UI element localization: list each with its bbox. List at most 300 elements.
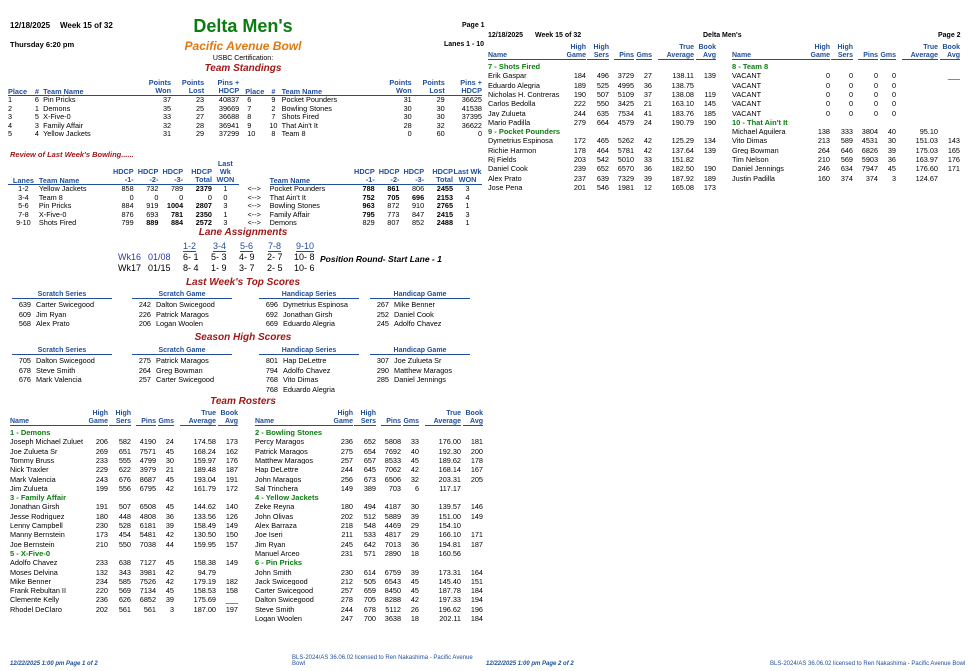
standings-team-head-2: Team Name [282, 79, 385, 96]
season_high-score: 801 [265, 356, 278, 365]
p2-report-week: Week 15 of 32 [535, 32, 582, 39]
roster-head-gms: Gms [158, 410, 174, 426]
roster-cell: 202 [95, 605, 108, 613]
roster-cell: 187.78 [438, 587, 461, 595]
review-team-head-2: Team Name [270, 160, 352, 185]
roster-cell: 173 [225, 438, 238, 446]
top-scores-title: Last Week's Top Scores [185, 277, 301, 288]
season_high-score: 290 [376, 365, 389, 375]
roster-cell: 278 [340, 596, 353, 604]
roster-cell: 200 [470, 447, 483, 455]
roster-cell: Patrick Maragos [255, 447, 308, 455]
roster-cell: 664 [596, 118, 609, 127]
season_high-bowler: Patrick Maragos [156, 356, 209, 365]
top_scores-score: 206 [138, 319, 151, 328]
team-group-title: 4 - Yellow Jackets [255, 493, 319, 503]
roster-cell: 197.33 [438, 596, 461, 604]
roster-cell: 5889 [384, 512, 401, 520]
p2-league-title: Delta Men's [703, 32, 742, 39]
standings-place-head-2: Place [239, 79, 265, 96]
review-cell: 0 [179, 192, 184, 202]
roster-cell: 183.76 [671, 109, 694, 117]
standings-cell: 0 [407, 129, 412, 139]
wk16-cell: 10- 8 [294, 252, 315, 262]
roster-cell: 0 [891, 100, 896, 108]
roster-cell: 7571 [139, 447, 156, 455]
roster-cell: 140 [225, 503, 238, 511]
roster-cell: Joe Zulueta Sr [10, 447, 58, 455]
roster-cell: 187.00 [193, 605, 216, 613]
roster-cell: 39 [165, 522, 174, 530]
roster-cell: 703 [388, 484, 401, 493]
roster-cell: 189 [703, 174, 716, 182]
page-number: Page 1 [462, 22, 485, 29]
top_scores-head: Handicap Game [370, 291, 470, 299]
review-cell: 3 [223, 201, 228, 211]
roster-cell: 163.97 [915, 156, 938, 164]
roster-cell: 184 [470, 615, 483, 623]
roster-cell: 237 [573, 174, 586, 182]
roster-cell: 189 [573, 81, 586, 89]
roster-cell: Daniel Jennings [732, 165, 784, 173]
roster-head-gms: Gms [636, 44, 652, 60]
roster-cell: Tommy Bruss [10, 456, 55, 465]
review-cell: 4 [465, 192, 470, 202]
review-cell: 1 [223, 184, 228, 194]
league-title: Delta Men's [193, 16, 293, 36]
team-group-title: 6 - Pin Pricks [255, 558, 303, 568]
roster-cell: Jay Zulueta [488, 109, 526, 117]
review-row [8, 202, 482, 211]
roster-cell: Carter Swicegood [255, 587, 313, 595]
roster-cell: 126 [225, 512, 238, 520]
roster-cell: ___ [947, 90, 960, 99]
roster-cell: Mario Padilla [488, 118, 531, 127]
roster-cell: 203.31 [438, 475, 461, 483]
roster-cell: 154.10 [438, 522, 461, 530]
top_scores-bowler: Dalton Swicegood [156, 300, 215, 309]
roster-cell: John Smith [255, 568, 292, 576]
roster-cell: 36 [887, 156, 896, 164]
standings-title: Team Standings [204, 63, 282, 74]
roster-cell: 194.81 [438, 540, 461, 548]
roster-cell: 7947 [861, 165, 878, 173]
top_scores-bowler: Alex Prato [36, 319, 70, 328]
roster-cell: 7534 [617, 109, 634, 117]
standings-cell: Family Affair [43, 120, 84, 130]
standings-cell: 9 [247, 120, 252, 130]
roster-head-gms: Gms [880, 44, 896, 60]
roster-head-book: Book Avg [940, 44, 960, 60]
roster-cell: 231 [340, 549, 353, 558]
roster-cell: Jose Pena [488, 183, 523, 192]
roster-cell: Jack Swicegood [255, 577, 308, 586]
top_scores-bowler: Carter Swicegood [36, 300, 94, 309]
roster-cell: 36 [643, 165, 652, 173]
review-cell: 807 [387, 218, 400, 228]
roster-cell: 42 [643, 146, 652, 154]
roster-cell: 168.14 [438, 466, 461, 474]
roster-cell: 36 [643, 81, 652, 89]
review-cell: 2807 [195, 201, 212, 211]
roster-cell: 205 [470, 475, 483, 483]
roster-cell: 194 [470, 596, 483, 604]
standings-num-head: # [31, 79, 43, 96]
roster-cell: 494 [363, 503, 376, 511]
roster-cell: 42 [165, 531, 174, 539]
review-cell: 829 [362, 218, 375, 228]
roster-cell: 173 [703, 183, 716, 192]
team-group-title: 1 - Demons [10, 428, 51, 437]
roster-cell: 138.11 [672, 72, 694, 80]
review-row [8, 185, 482, 194]
roster-cell: 0 [825, 81, 830, 89]
standings-cell: X-Five-0 [43, 112, 71, 122]
roster-cell: 1981 [617, 183, 634, 192]
wk17-cell: 2- 5 [267, 263, 283, 273]
roster-cell: 21 [165, 466, 174, 474]
roster-cell: 211 [341, 531, 353, 539]
team-group-title: 9 - Pocket Pounders [488, 127, 561, 137]
roster-head-name: Name [10, 410, 88, 426]
roster-cell: 236 [95, 596, 108, 604]
roster-cell: VACANT [732, 109, 762, 117]
standings-num-head-2: # [265, 79, 282, 96]
roster-cell: 4187 [384, 503, 401, 511]
roster-cell: 3 [169, 605, 174, 613]
roster-cell: 42 [165, 568, 174, 576]
roster-cell: 4579 [617, 118, 634, 127]
roster-cell: Mark Valencia [10, 475, 56, 483]
roster-cell: 244 [340, 466, 353, 474]
roster-cell: 3638 [384, 615, 401, 623]
roster-cell: 0 [848, 72, 853, 80]
roster-cell: 176.60 [915, 165, 938, 173]
roster-cell: 705 [363, 596, 376, 604]
roster-cell: 245 [340, 540, 353, 548]
roster-cell: 145.40 [438, 577, 461, 586]
roster-cell: 654 [363, 447, 376, 455]
roster-cell: 42 [643, 137, 652, 145]
review-cell: 3-4 [18, 192, 29, 202]
roster-cell: Jim Ryan [255, 540, 286, 548]
roster-cell: 45 [165, 559, 174, 567]
roster-cell: 542 [596, 156, 609, 164]
roster-cell: 374 [865, 174, 878, 182]
standings-cell: 30 [403, 112, 412, 122]
wk16-cell: 01/08 [148, 252, 171, 262]
standings-cell: 40837 [218, 95, 240, 105]
roster-cell: 496 [596, 72, 609, 80]
review-cell: 852 [411, 218, 425, 228]
roster-cell: ___ [947, 174, 960, 182]
roster-cell: 45 [410, 456, 419, 465]
roster-cell: 45 [165, 587, 174, 595]
roster-cell: VACANT [732, 90, 762, 99]
roster-cell: 642 [363, 540, 376, 548]
exchange-arrow: <--> [247, 192, 261, 202]
review-cell: Bowling Stones [269, 201, 320, 211]
roster-cell: Joe Bernstein [10, 540, 55, 548]
review-cell: 876 [121, 209, 134, 219]
standings-row [8, 96, 482, 105]
roster-cell: 206 [95, 438, 108, 446]
roster-cell: Vito Dimas [732, 137, 768, 145]
roster-cell: 5109 [617, 90, 634, 99]
standings-cell: 0 [477, 129, 482, 139]
roster-cell: 3729 [617, 72, 634, 80]
roster-head-hg: High Game [566, 44, 586, 59]
standings-cell: 25 [196, 103, 205, 113]
top_scores-score: 568 [18, 319, 31, 328]
standings-cell: 8 [271, 129, 276, 139]
season_high-score: 768 [265, 384, 278, 394]
roster-cell: Jim Zulueta [10, 484, 48, 493]
season_high-score: 676 [18, 375, 31, 384]
roster-cell: 343 [118, 568, 131, 576]
review-cell: 0 [223, 192, 228, 202]
roster-cell: 465 [596, 137, 609, 145]
roster-cell: ___ [947, 128, 960, 136]
roster-cell: 190 [703, 165, 716, 173]
roster-cell: 45 [410, 577, 419, 586]
p2-report-date: 12/18/2025 [488, 32, 524, 39]
review-cell: 884 [121, 201, 134, 211]
review-g1-head: HDCP -1- [111, 160, 134, 185]
season_high-score: 768 [265, 375, 278, 384]
standings-row [8, 113, 482, 122]
roster-cell: ___ [947, 72, 960, 80]
roster-cell: 234 [95, 577, 108, 586]
roster-cell: 45 [165, 475, 174, 483]
roster-cell: 160 [817, 174, 830, 182]
roster-cell: 187 [225, 466, 238, 474]
roster-cell: 6570 [617, 165, 634, 173]
review-cell: 2153 [436, 192, 454, 202]
roster-cell: 5481 [139, 531, 156, 539]
season_high-bowler: Dalton Swicegood [36, 356, 95, 365]
roster-cell: 0 [873, 81, 878, 89]
roster-cell: Alex Prato [488, 174, 522, 182]
roster-cell: 257 [340, 587, 353, 595]
season_high-score: 275 [138, 356, 151, 365]
p2-page-number: Page 2 [938, 32, 961, 39]
roster-cell: Nick Traxler [10, 466, 49, 474]
team-group-title: 2 - Bowling Stones [255, 428, 323, 437]
roster-cell: Steve Smith [255, 605, 295, 613]
roster-head-pins: Pins [858, 44, 878, 60]
roster-head-hs: High Sers [587, 44, 609, 60]
roster-head-name: Name [488, 44, 566, 60]
review-cell: 7-8 [18, 209, 29, 219]
review-cell: X-Five-0 [38, 209, 67, 219]
roster-cell: 180 [95, 512, 108, 520]
roster-cell: 256 [340, 475, 353, 483]
roster-cell: 172 [225, 484, 238, 493]
team-group-title: 3 - Family Affair [10, 493, 66, 503]
roster-cell: 36 [165, 512, 174, 520]
standings-cell: 3 [34, 120, 39, 130]
roster-cell: 39 [165, 596, 174, 604]
review-row [8, 210, 482, 219]
roster-cell: Moses Delvina [10, 568, 58, 576]
roster-cell: 182 [225, 577, 238, 586]
roster-cell: 651 [118, 447, 131, 455]
roster-cell: 8450 [384, 587, 401, 595]
roster-cell: ___ [947, 81, 960, 89]
roster-cell: 44 [165, 540, 174, 548]
roster-cell: 167 [470, 466, 483, 474]
standings-cell: 8 [247, 112, 252, 122]
roster-cell: Nicholas H. Contreras [488, 90, 560, 99]
roster-cell: 6759 [384, 568, 401, 576]
roster-cell: 171 [947, 165, 960, 173]
season_high-bowler: Vito Dimas [283, 375, 319, 384]
roster-head-hs: High Sers [109, 410, 131, 426]
standings-cell: 2 [8, 103, 13, 113]
roster-cell: 213 [817, 137, 830, 145]
roster-cell: 454 [118, 531, 131, 539]
footer-license: BLS-2024/AS 36.06.02 licensed to Ren Nakashima - Pacific Avenue Bowl [292, 655, 473, 667]
review-cell: 963 [362, 201, 375, 211]
top_scores-score: 252 [376, 309, 389, 319]
standings-lost-head: Points Lost [171, 79, 204, 96]
roster-cell: 229 [95, 466, 108, 474]
roster-cell: 27 [643, 72, 652, 80]
roster-cell: 180 [340, 503, 353, 511]
standings-cell: Yellow Jackets [43, 129, 91, 139]
roster-cell: ___ [703, 81, 716, 89]
season_high-bowler: Joe Zulueta Sr [394, 356, 442, 365]
roster-cell: 5781 [617, 146, 634, 154]
roster-cell: 548 [363, 522, 376, 530]
roster-cell: 244 [573, 109, 586, 117]
season_high-head: Scratch Series [12, 347, 112, 355]
roster-cell: Manny Bernstein [10, 531, 65, 539]
roster-cell: 191 [95, 503, 108, 511]
roster-cell: Clemente Kelly [10, 596, 60, 604]
roster-cell: 171 [470, 531, 483, 539]
standings-cell: 31 [162, 129, 172, 139]
roster-cell: 7526 [139, 577, 156, 586]
top_scores-score: 242 [138, 300, 151, 309]
review-g3-head-2: HDCP -3- [399, 160, 424, 185]
roster-cell: 158.38 [193, 559, 216, 567]
roster-cell: 139.57 [438, 503, 461, 511]
roster-cell: 175.69 [193, 596, 216, 604]
roster-cell: 163.10 [671, 100, 694, 108]
review-cell: Pin Pricks [38, 201, 72, 211]
roster-cell: Michael Aguilera [732, 128, 786, 136]
roster-cell: 189.62 [438, 456, 461, 465]
roster-cell: 32 [410, 475, 419, 483]
season_high-bowler: Mark Valencia [36, 375, 82, 384]
season_high-bowler: Greg Bowman [156, 365, 203, 375]
standings-cell: 3 [8, 112, 13, 122]
wk17-cell: Wk17 [118, 263, 142, 273]
review-cell: 2415 [436, 209, 454, 219]
season_high-score: 264 [138, 365, 151, 375]
standings-cell: 37 [162, 95, 172, 105]
roster-cell: ___ [947, 109, 960, 117]
roster-head-hg: High Game [333, 410, 353, 425]
season_high-score: 678 [18, 365, 31, 375]
roster-cell: 21 [643, 100, 652, 108]
top_scores-score: 692 [265, 309, 278, 319]
roster-cell: 0 [825, 109, 830, 117]
wk17-cell: 3- 7 [239, 263, 255, 273]
roster-cell: 187 [470, 540, 483, 548]
roster-cell: 0 [873, 109, 878, 117]
roster-cell: 0 [825, 72, 830, 80]
roster-cell: Manuel Arceo [255, 549, 300, 558]
standings-cell: 37395 [461, 112, 482, 122]
report-date: 12/18/2025 [10, 21, 51, 30]
roster-cell: 190.79 [671, 118, 694, 127]
wk17-cell: 10- 6 [294, 263, 315, 273]
roster-cell: 184 [573, 72, 586, 80]
roster-cell: 165 [947, 146, 960, 154]
roster-cell: 133.56 [193, 512, 216, 520]
review-cell: 2350 [195, 209, 212, 219]
standings-cell: 32 [162, 120, 172, 130]
lane-pair-label: 7-8 [268, 241, 282, 251]
review-cell: Demons [269, 218, 297, 228]
review-cell: 0 [154, 192, 159, 202]
standings-cell: Bowling Stones [281, 103, 332, 113]
roster-cell: 202 [340, 512, 353, 520]
standings-cell: 10 [269, 120, 278, 130]
standings-place-head: Place [8, 79, 31, 96]
roster-cell: Eduardo Alegria [488, 81, 540, 89]
roster-cell: 6506 [384, 475, 401, 483]
season_high-bowler: Steve Smith [36, 365, 76, 375]
top_scores-bowler: Adolfo Chavez [394, 319, 442, 328]
standings-hdcp-head-2: Pins + HDCP [445, 79, 482, 96]
roster-cell: 389 [363, 484, 376, 493]
roster-head-hs: High Sers [354, 410, 376, 426]
roster-cell: 505 [363, 577, 376, 586]
roster-cell: 275 [340, 447, 353, 455]
roster-cell: 168.24 [193, 447, 216, 455]
review-cell: 889 [146, 218, 159, 228]
roster-cell: 172 [573, 137, 586, 145]
roster-cell: 189.48 [193, 466, 216, 474]
standings-cell: 35 [162, 103, 172, 113]
roster-cell: 196.62 [438, 605, 461, 613]
roster-cell: 676 [118, 475, 131, 483]
footer-timestamp: 12/22/2025 1:00 pm Page 1 of 2 [10, 661, 98, 667]
roster-cell: 7127 [139, 559, 156, 567]
review-cell: 2455 [436, 184, 454, 194]
roster-cell: 244 [340, 605, 353, 613]
roster-cell: 0 [873, 100, 878, 108]
roster-cell: 4531 [861, 137, 878, 145]
review-cell: Yellow Jackets [38, 184, 87, 194]
roster-cell: 185 [703, 109, 716, 117]
review-total-head: HDCP Total [183, 160, 212, 185]
review-cell: 3 [223, 218, 228, 228]
roster-cell: 0 [825, 100, 830, 108]
review-cell: 2572 [195, 218, 212, 228]
roster-head-name: Name [255, 410, 333, 426]
top_scores-bowler: Dymetrius Espinosa [283, 300, 348, 309]
season_high-bowler: Eduardo Alegria [283, 384, 335, 394]
season_high-score: 257 [138, 375, 151, 384]
roster-cell: 6795 [139, 484, 156, 493]
roster-cell: 157 [225, 540, 238, 548]
roster-cell: 8687 [139, 475, 156, 483]
